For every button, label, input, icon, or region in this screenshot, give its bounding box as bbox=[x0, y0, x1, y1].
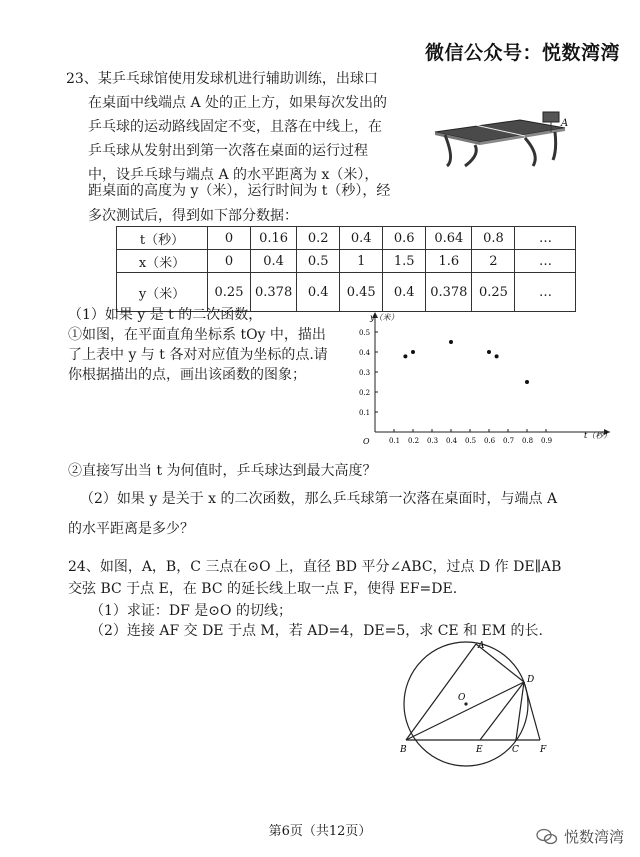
table-cell: 1.5 bbox=[383, 250, 426, 273]
y-tick-label: 0.1 bbox=[359, 409, 371, 417]
table-cell: 2 bbox=[472, 250, 515, 273]
table-cell: 0.4 bbox=[383, 273, 426, 312]
y-tick-label: 0.5 bbox=[359, 329, 371, 337]
q24-line-2: 交弦 BC 于点 E，在 BC 的延长线上取一点 F，使得 EF=DE. bbox=[68, 581, 458, 597]
data-point bbox=[411, 350, 415, 354]
data-point bbox=[449, 340, 453, 344]
q24-line-1: 24、如图，A，B，C 三点在⊙O 上，直径 BD 平分∠ABC，过点 D 作 DE∥AB bbox=[68, 559, 562, 575]
scatter-graph bbox=[340, 308, 620, 448]
table-cell: 1 bbox=[340, 250, 383, 273]
data-point bbox=[525, 380, 529, 384]
table-cell: 0.378 bbox=[251, 273, 297, 312]
table-cell: 0.4 bbox=[340, 227, 383, 250]
part1-line-3: 了上表中 y 与 t 各对对应值为坐标的点.请 bbox=[68, 347, 328, 363]
watermark bbox=[536, 826, 624, 847]
table-cell: 0.25 bbox=[208, 273, 251, 312]
x-tick-label: 0.9 bbox=[541, 437, 553, 445]
q23-line-4: 乒乓球从发射出到第一次落在桌面的运行过程 bbox=[88, 143, 368, 159]
table-cell: … bbox=[515, 227, 576, 250]
page-footer: 第6页（共12页） bbox=[268, 824, 372, 839]
table-row-x bbox=[117, 250, 576, 273]
q23-line-2: 在桌面中线端点 A 处的正上方，如果每次发出的 bbox=[88, 95, 388, 111]
label-a: A bbox=[478, 641, 485, 651]
ping-pong-table-figure bbox=[425, 100, 575, 170]
table-cell: 0.6 bbox=[383, 227, 426, 250]
x-axis-label: t（秒） bbox=[584, 431, 612, 440]
q24-line-4: （2）连接 AF 交 DE 于点 M，若 AD=4，DE=5，求 CE 和 EM 的长. bbox=[90, 623, 544, 639]
table-row-t bbox=[117, 227, 576, 250]
table-cell: 0.5 bbox=[297, 250, 340, 273]
x-tick-label: 0.6 bbox=[484, 437, 496, 445]
table-cell: 0.8 bbox=[472, 227, 515, 250]
part2-line-1: （2）如果 y 是关于 x 的二次函数，那么乒乓球第一次落在桌面时，与端点 A bbox=[80, 491, 558, 507]
q23-line-7: 多次测试后，得到如下部分数据： bbox=[88, 208, 298, 224]
label-o: O bbox=[458, 693, 466, 703]
table-cell: 0.4 bbox=[297, 273, 340, 312]
y-tick-label: 0.4 bbox=[359, 349, 371, 357]
x-tick-label: 0.8 bbox=[522, 437, 534, 445]
y-tick-label: 0.2 bbox=[359, 389, 371, 397]
q23-line-1: 23、某乒乓球馆使用发球机进行辅助训练，出球口 bbox=[66, 71, 378, 87]
y-tick-label: 0.3 bbox=[359, 369, 371, 377]
header-brand: 微信公众号：悦数湾湾 bbox=[424, 42, 620, 64]
q23-line-3: 乒乓球的运动路线固定不变，且落在中线上，在 bbox=[88, 119, 382, 135]
data-point bbox=[495, 354, 499, 358]
data-point bbox=[403, 354, 407, 358]
table-cell: 0.45 bbox=[340, 273, 383, 312]
part1-line-5: ②直接写出当 t 为何值时，乒乓球达到最大高度？ bbox=[68, 463, 377, 479]
part1-line-4: 你根据描出的点，画出该函数的图象； bbox=[68, 367, 306, 383]
table-head: x（米） bbox=[117, 250, 208, 273]
wechat-icon bbox=[536, 828, 558, 846]
table-cell: … bbox=[515, 250, 576, 273]
part1-line-2: ①如图，在平面直角坐标系 tOy 中，描出 bbox=[68, 327, 326, 343]
data-table bbox=[116, 226, 576, 312]
x-tick-label: 0.3 bbox=[427, 437, 439, 445]
q23-stem bbox=[66, 70, 396, 190]
x-tick-label: 0.4 bbox=[446, 437, 458, 445]
watermark-text: 悦数湾湾 bbox=[563, 828, 624, 846]
point-a-label: A bbox=[561, 118, 569, 129]
table-cell: 0.4 bbox=[251, 250, 297, 273]
data-point bbox=[487, 350, 491, 354]
part1-line-1: （1）如果 y 是 t 的二次函数， bbox=[68, 307, 263, 323]
table-cell: 0.378 bbox=[426, 273, 472, 312]
segment-df bbox=[524, 682, 540, 740]
table-cell: 0 bbox=[208, 227, 251, 250]
x-tick-label: 0.5 bbox=[465, 437, 477, 445]
y-axis-label: y（米） bbox=[370, 313, 399, 322]
x-tick-label: 0.7 bbox=[503, 437, 515, 445]
table-cell: 0 bbox=[208, 250, 251, 273]
q24-line-3: （1）求证：DF 是⊙O 的切线； bbox=[90, 603, 292, 619]
table-cell: 0.2 bbox=[297, 227, 340, 250]
label-e: E bbox=[476, 745, 483, 755]
table-cell: 0.64 bbox=[426, 227, 472, 250]
table-cell: 1.6 bbox=[426, 250, 472, 273]
table-head: y（米） bbox=[117, 273, 208, 312]
q23-line-5: 中，设乒乓球与端点 A 的水平距离为 x（米）， bbox=[88, 167, 379, 183]
table-cell: 0.16 bbox=[251, 227, 297, 250]
table-cell: … bbox=[515, 273, 576, 312]
circle-figure bbox=[400, 640, 560, 795]
label-d: D bbox=[527, 675, 535, 685]
segment-ab bbox=[406, 644, 476, 740]
x-tick-label: 0.2 bbox=[408, 437, 420, 445]
label-f: F bbox=[540, 745, 547, 755]
q23-line-6: 距桌面的高度为 y（米），运行时间为 t（秒），经 bbox=[88, 183, 391, 199]
table-cell: 0.25 bbox=[472, 273, 515, 312]
part2-line-2: 的水平距离是多少？ bbox=[68, 521, 194, 537]
origin-label: O bbox=[363, 437, 370, 446]
x-tick-label: 0.1 bbox=[389, 437, 401, 445]
label-b: B bbox=[400, 745, 407, 755]
label-c: C bbox=[512, 745, 519, 755]
diameter-bd bbox=[406, 682, 524, 740]
table-head: t（秒） bbox=[117, 227, 208, 250]
